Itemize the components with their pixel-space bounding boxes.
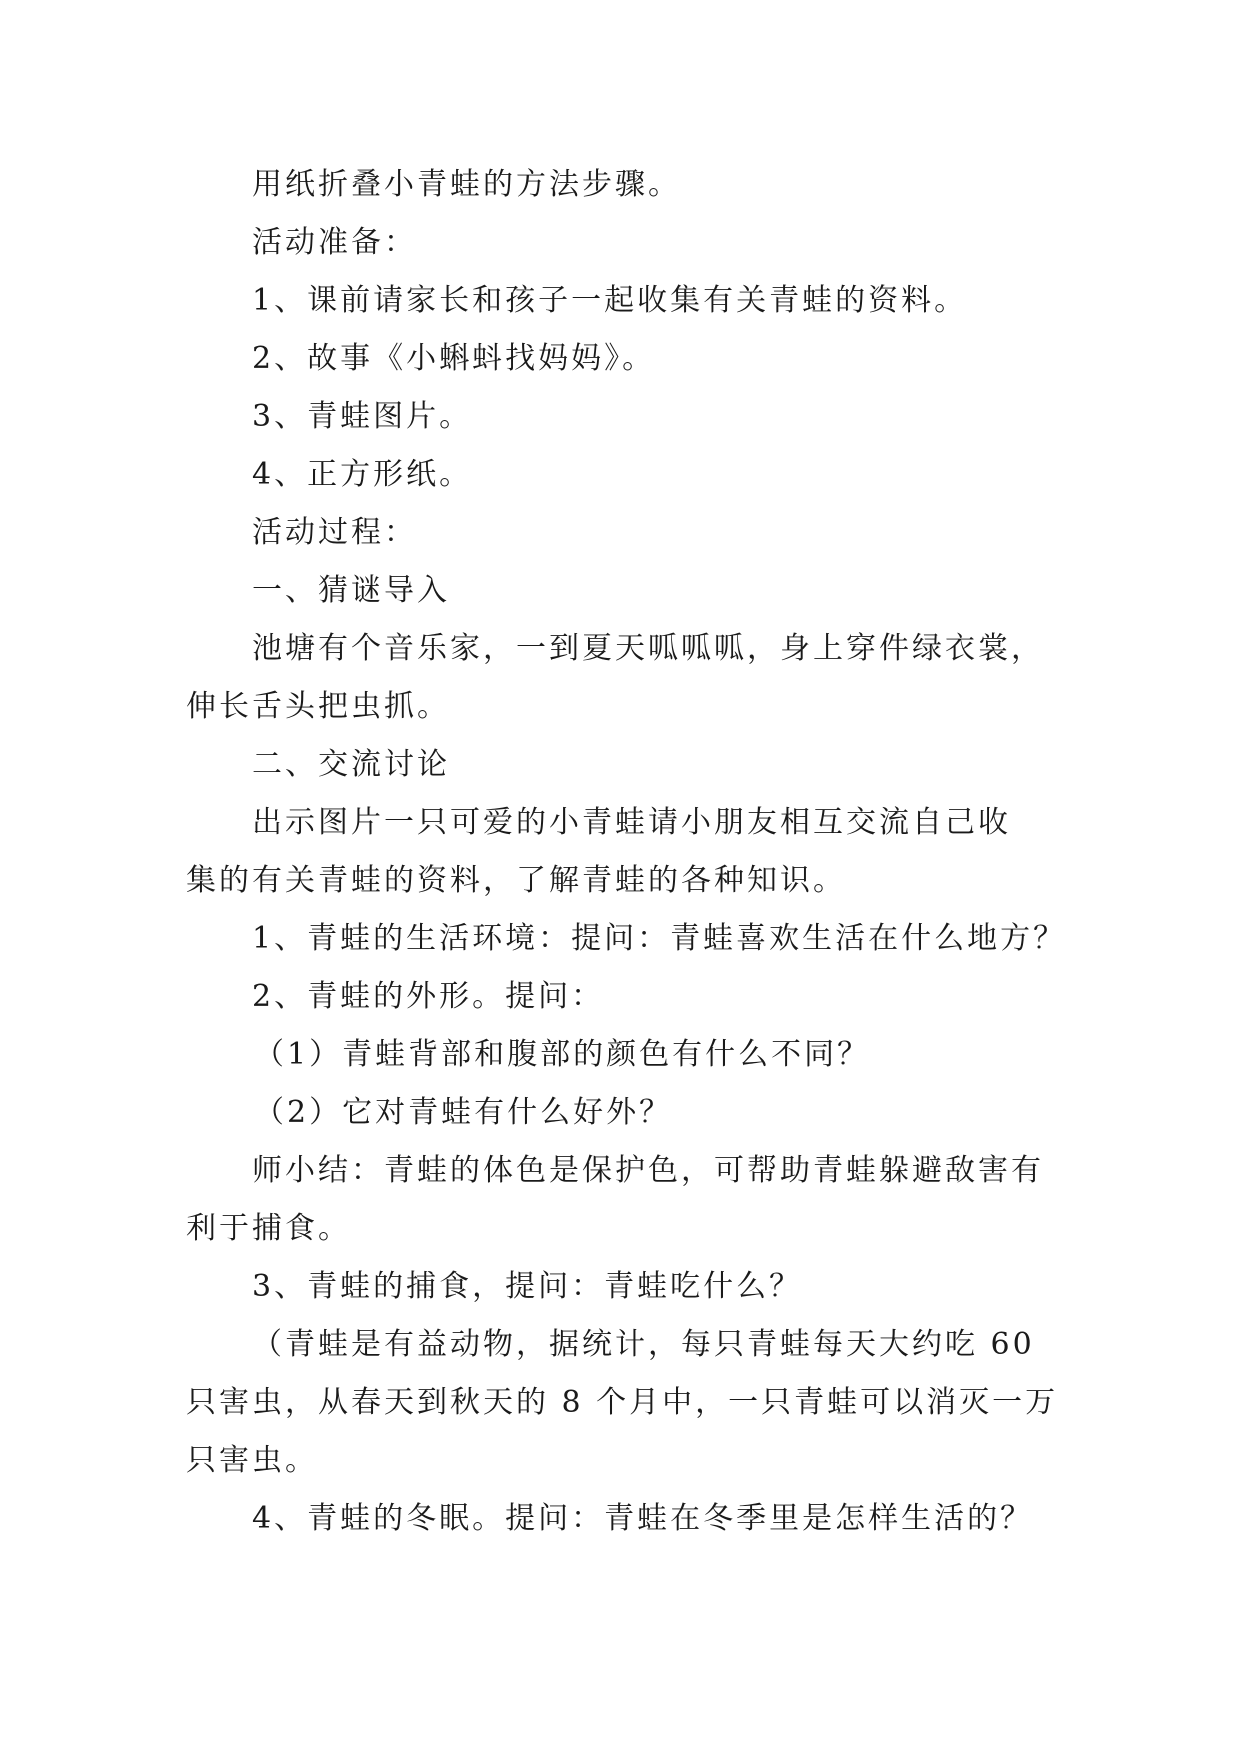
paragraph-discussion-line-2: 集的有关青蛙的资料，了解青蛙的各种知识。 [186,863,846,898]
paragraph-discussion-line-1: 出示图片一只可爱的小青蛙请小朋友相互交流自己收 [252,805,1011,840]
sub-question-1: （1）青蛙背部和腹部的颜色有什么不同？ [254,1037,871,1072]
paragraph-riddle-line-2: 伸长舌头把虫抓。 [186,689,450,724]
paragraph-summary-line-2: 利于捕食。 [186,1211,351,1246]
list-item-prep-3: 3、青蛙图片。 [252,399,473,434]
section-heading-discussion: 二、交流讨论 [252,747,450,782]
list-item-appearance: 2、青蛙的外形。提问： [252,979,605,1014]
list-item-hibernation: 4、青蛙的冬眠。提问：青蛙在冬季里是怎样生活的？ [252,1501,1034,1536]
paragraph-feeding-note-line-3: 只害虫。 [186,1443,318,1478]
sub-question-2: （2）它对青蛙有什么好外？ [254,1095,673,1130]
paragraph-summary-line-1: 师小结：青蛙的体色是保护色，可帮助青蛙躲避敌害有 [252,1153,1044,1188]
heading-activity-preparation: 活动准备： [252,225,417,260]
paragraph-feeding-note-line-1: （青蛙是有益动物，据统计，每只青蛙每天大约吃 60 [252,1327,1035,1362]
heading-activity-process: 活动过程： [252,515,417,550]
section-heading-riddle: 一、猜谜导入 [252,573,450,608]
paragraph-feeding-note-line-2: 只害虫，从春天到秋天的 8 个月中，一只青蛙可以消灭一万 [186,1385,1059,1420]
paragraph-riddle-line-1: 池塘有个音乐家，一到夏天呱呱呱，身上穿件绿衣裳， [252,631,1044,666]
list-item-prep-1: 1、课前请家长和孩子一起收集有关青蛙的资料。 [252,283,968,318]
list-item-prep-2: 2、故事《小蝌蚪找妈妈》。 [252,341,656,376]
list-item-prep-4: 4、正方形纸。 [252,457,473,492]
list-item-environment: 1、青蛙的生活环境：提问：青蛙喜欢生活在什么地方？ [252,921,1067,956]
list-item-feeding: 3、青蛙的捕食，提问：青蛙吃什么？ [252,1269,803,1304]
paragraph-folding-steps: 用纸折叠小青蛙的方法步骤。 [252,167,681,202]
